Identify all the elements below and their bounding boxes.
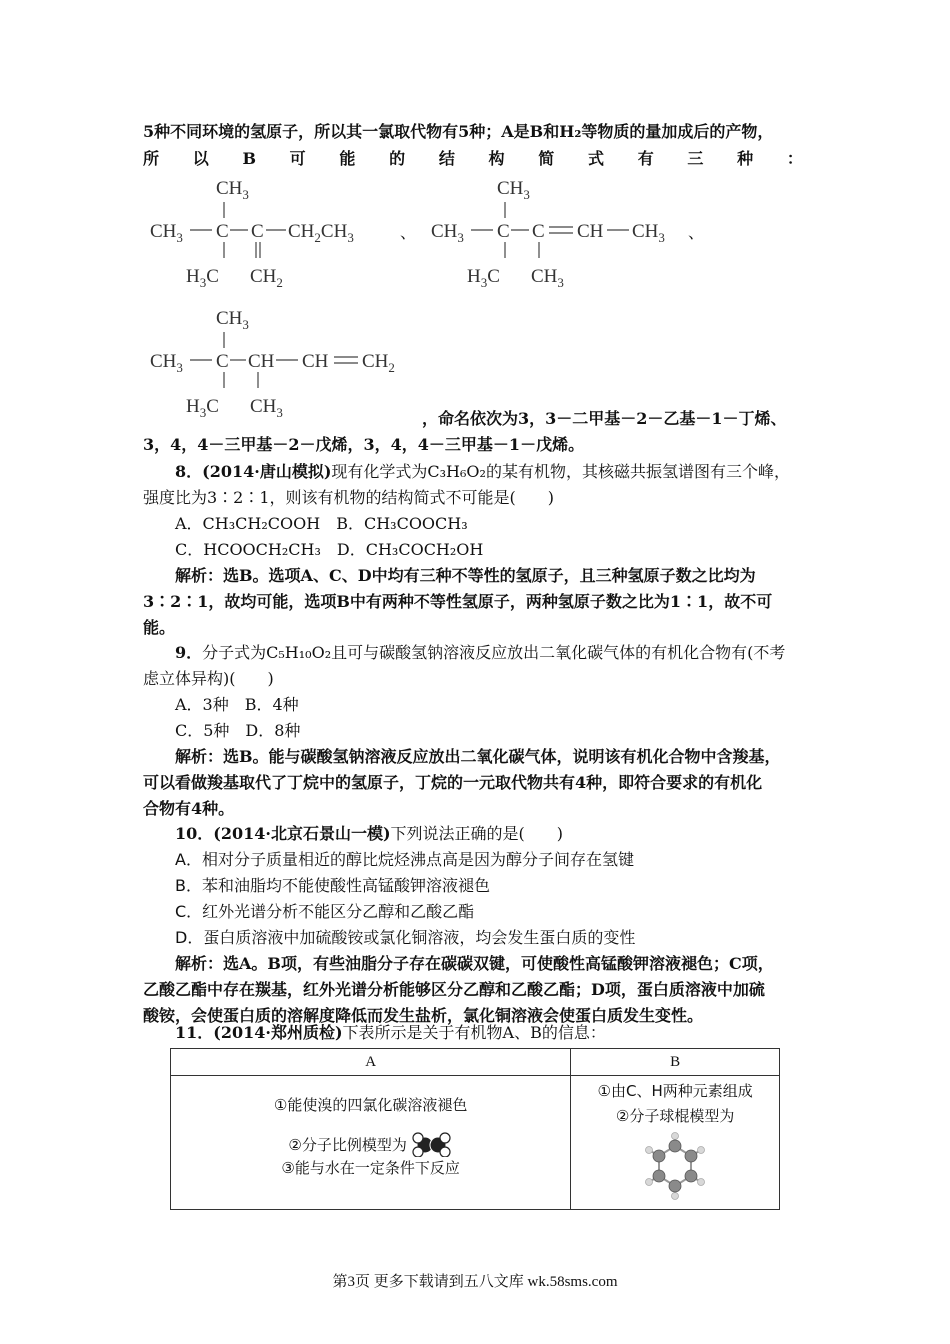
page-footer: 第3页 更多下载请到五八文库 wk.58sms.com <box>332 1274 618 1290</box>
q9-answer-label: 解析： <box>175 747 224 766</box>
s2-c2: C <box>532 221 545 242</box>
intro-word: 三 <box>687 149 704 168</box>
s2-h3c: $H_3C$ <box>467 266 500 290</box>
q9-stem-line-1 <box>175 642 785 664</box>
intro-word: 可 <box>289 149 306 168</box>
intro-word: 构 <box>488 149 505 168</box>
q10-option-c: C．红外光谱分析不能区分乙醇和乙酸乙酯 <box>175 902 475 921</box>
q9-answer-line-2: 可以看做羧基取代了丁烷中的氢原子，丁烷的一元取代物共有4种，即符合要求的有机化 <box>143 773 763 792</box>
q9-answer-text-1: 选B。能与碳酸氢钠溶液反应放出二氧化碳气体，说明该有机化合物中含羧基， <box>223 747 781 766</box>
q8-number: 8． <box>175 462 203 481</box>
q10-stem-text: 下列说法正确的是( ) <box>390 824 564 843</box>
s3-ch-2: CH <box>302 351 329 372</box>
intro-word: ： <box>786 149 803 168</box>
q9-options-ab: A．3种 B．4种 <box>175 695 299 714</box>
table-cell-a <box>171 1076 571 1210</box>
q11-source: (2014·郑州质检) <box>213 1023 343 1042</box>
a-item-2: ②分子比例模型为 <box>288 1135 407 1154</box>
s1-top-ch3: $CH_3$ <box>216 178 249 202</box>
q8-answer-line-3: 能。 <box>143 618 176 637</box>
s3-ch3-b: $CH_3$ <box>250 396 283 420</box>
structure-1 <box>146 172 386 296</box>
naming-line-2: 3，4，4－三甲基－2－戊烯，3，4，4－三甲基－1－戊烯。 <box>143 435 585 454</box>
space-filling-model-icon <box>411 1131 453 1157</box>
s2-top-ch3: $CH_3$ <box>497 178 530 202</box>
q10-answer-line-3: 酸铵，会使蛋白质的溶解度降低而发生盐析，氯化铜溶液会使蛋白质发生变性。 <box>143 1006 704 1025</box>
q8-answer-label: 解析： <box>175 566 224 585</box>
intro-word: 所 <box>143 149 160 168</box>
q9-number: 9． <box>175 643 203 662</box>
s1-ch3: $CH_3$ <box>150 221 183 245</box>
q9-stem-line-2: 虑立体异构)( ) <box>143 669 274 688</box>
naming-line: ，命名依次为3，3－二甲基－2－乙基－1－丁烯、 <box>422 409 787 428</box>
q11-number: 11． <box>175 1023 214 1042</box>
q8-stem-line-1 <box>175 461 790 483</box>
q10-answer-label: 解析： <box>175 954 224 973</box>
s3-top-ch3: $CH_3$ <box>216 308 249 332</box>
q10-option-d: D．蛋白质溶液中加硫酸铵或氯化铜溶液，均会发生蛋白质的变性 <box>175 928 636 947</box>
ball-and-stick-model-icon <box>635 1132 715 1202</box>
b-item-2: ②分子球棍模型为 <box>615 1107 735 1125</box>
q8-answer-line-1 <box>175 565 756 587</box>
intro-word: 以 <box>192 149 209 168</box>
s1-ch2ch3: $CH_2CH_3$ <box>288 221 354 245</box>
q8-answer-line-2: 3∶2∶1，故均可能，选项B中有两种不等性氢原子，两种氢原子数之比为1∶1，故不可 <box>143 592 773 611</box>
a-item-1: ①能使溴的四氯化碳溶液褪色 <box>273 1096 468 1114</box>
intro-word: 式 <box>587 149 604 168</box>
a-item-2-row <box>171 1131 570 1157</box>
s3-ch2: $CH_2$ <box>362 351 395 375</box>
intro-line-1: 5种不同环境的氢原子，所以其一氯取代物有5种；A是B和H₂等物质的量加成后的产物， <box>143 122 774 141</box>
b-item-1: ①由C、H两种元素组成 <box>597 1082 753 1100</box>
q10-stem <box>175 823 563 845</box>
q9-answer-line-1 <box>175 746 781 768</box>
q8-source: (2014·唐山模拟) <box>202 462 332 481</box>
s1-ch2: $CH_2$ <box>250 266 283 290</box>
q11-stem <box>175 1022 606 1044</box>
s2-ch3: $CH_3$ <box>431 221 464 245</box>
q9-stem: 分子式为C₅H₁₀O₂且可与碳酸氢钠溶液反应放出二氧化碳气体的有机化合物有(不考 <box>202 643 786 662</box>
s2-ch3-b: $CH_3$ <box>531 266 564 290</box>
s2-c1: C <box>497 221 510 242</box>
intro-word: 结 <box>438 149 455 168</box>
s3-ch-1: CH <box>248 351 275 372</box>
structure-2 <box>427 172 687 296</box>
q10-source: (2014·北京石景山一模) <box>213 824 391 843</box>
table-header-a: A <box>171 1049 571 1076</box>
s3-h3c: $H_3C$ <box>186 396 219 420</box>
q10-option-a: A．相对分子质量相近的醇比烷烃沸点高是因为醇分子间存在氢键 <box>175 850 634 869</box>
q8-stem-line-2: 强度比为3∶2∶1，则该有机物的结构简式不可能是( ) <box>143 488 555 507</box>
structure-3 <box>146 302 416 431</box>
table-header-b: B <box>571 1049 780 1076</box>
intro-word: 种 <box>737 149 754 168</box>
q11-stem-text: 下表所示是关于有机物A、B的信息： <box>342 1023 606 1042</box>
q10-answer-line-2: 乙酸乙酯中存在羰基，红外光谱分析能够区分乙醇和乙酸乙酯；D项，蛋白质溶液中加硫 <box>143 980 765 999</box>
table-cell-b <box>571 1076 780 1210</box>
q8-answer-text-1: 选B。选项A、C、D中均有三种不等性的氢原子，且三种氢原子数之比均为 <box>223 566 756 585</box>
separator-1: 、 <box>400 223 417 242</box>
s3-c: C <box>216 351 229 372</box>
intro-line-2 <box>143 148 803 170</box>
s1-h3c: $H_3C$ <box>186 266 219 290</box>
q8-options-ab: A．CH₃CH₂COOH B．CH₃COOCH₃ <box>175 514 468 533</box>
intro-word: 简 <box>538 149 555 168</box>
info-table <box>170 1048 780 1210</box>
s2-end-ch3: $CH_3$ <box>632 221 665 245</box>
intro-word: B <box>242 149 256 168</box>
q10-answer-line-1 <box>175 953 774 975</box>
intro-word: 有 <box>637 149 654 168</box>
q10-number: 10． <box>175 824 214 843</box>
s1-c2: C <box>251 221 264 242</box>
a-item-3: ③能与水在一定条件下反应 <box>281 1159 460 1177</box>
q8-stem: 现有化学式为C₃H₆O₂的某有机物，其核磁共振氢谱图有三个峰， <box>331 462 790 481</box>
s3-ch3: $CH_3$ <box>150 351 183 375</box>
q10-answer-text-1: 选A。B项，有些油脂分子存在碳碳双键，可使酸性高锰酸钾溶液褪色；C项， <box>223 954 774 973</box>
q9-options-cd: C．5种 D．8种 <box>175 721 301 740</box>
s1-c1: C <box>216 221 229 242</box>
q9-answer-line-3: 合物有4种。 <box>143 799 235 818</box>
s2-ch: CH <box>577 221 604 242</box>
q8-options-cd: C．HCOOCH₂CH₃ D．CH₃COCH₂OH <box>175 540 484 559</box>
intro-word: 能 <box>339 149 356 168</box>
intro-word: 的 <box>389 149 406 168</box>
separator-2: 、 <box>688 223 705 242</box>
q10-option-b: B．苯和油脂均不能使酸性高锰酸钾溶液褪色 <box>175 876 490 895</box>
